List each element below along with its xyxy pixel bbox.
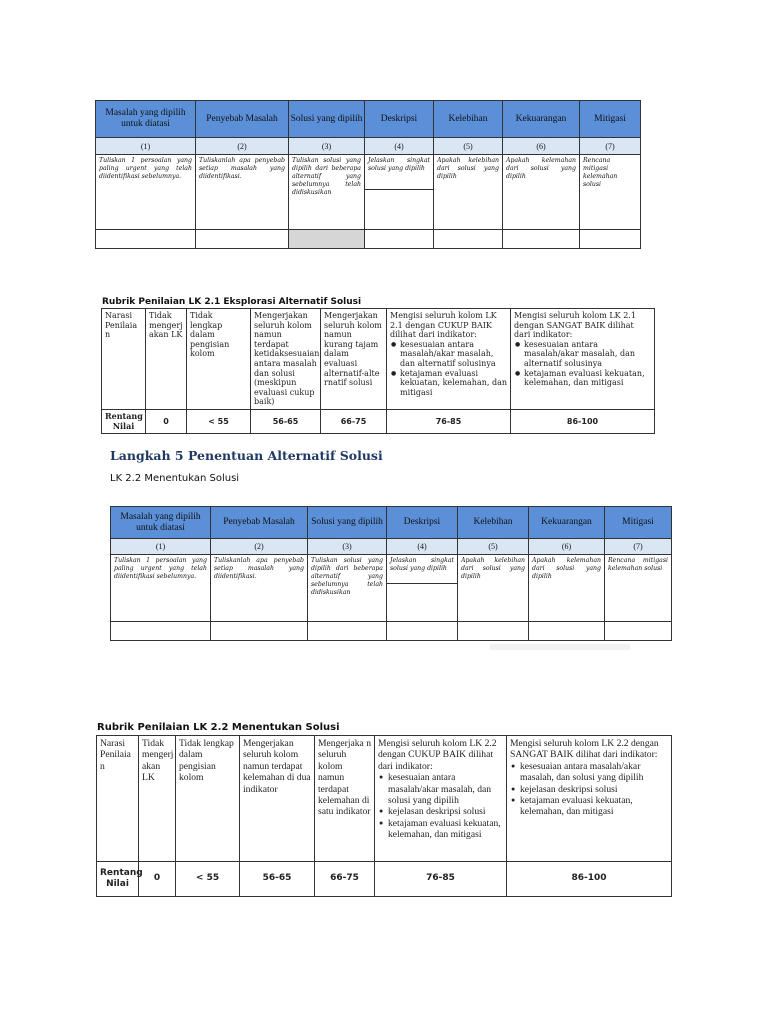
rubric1-criteria: Mengerjakan seluruh kolom namun kurang tajam dalam evaluasi alternatif-alte rnatif solusi: [321, 309, 387, 410]
rubric1-criteria: Mengerjakan seluruh kolom namun terdapat ketidaksesuaian antara masalah dan solusi (meskipun evaluasi cukup baik): [251, 309, 321, 410]
lk21-col-number: (1): [96, 138, 196, 155]
lk22-header-solusi: Solusi yang dipilih: [308, 507, 387, 539]
rubric2-criteria-sangat: [507, 736, 672, 862]
lk21-answer-cell[interactable]: [96, 230, 196, 249]
lk21-header-solusi: Solusi yang dipilih: [289, 101, 365, 138]
lk22-instruction: Apakah kelebihan dari solusi yang dipilih: [458, 555, 529, 622]
lk21-answer-cell[interactable]: [580, 230, 641, 249]
rubric1-criteria-sangat: [511, 309, 655, 410]
rubric2-title: Rubrik Penilaian LK 2.2 Menentukan Solusi: [97, 722, 340, 733]
rubric1-cukup-bullet: ● ketajaman evaluasi kekuatan, kelemahan, dan mitigasi: [400, 369, 507, 398]
rubric2-sangat-bullet: ● kejelasan deskripsi solusi: [520, 784, 668, 795]
lk21-instruction: Apakah kelebihan dari solusi yang dipilih: [434, 155, 503, 230]
lk22-header-kekurangan: Kekuarangan: [529, 507, 605, 539]
lk21-table: [95, 100, 641, 249]
rubric1-score: < 55: [187, 409, 251, 433]
lk22-col-number: (3): [308, 539, 387, 555]
rubric2-cukup-bullet: ● kejelasan deskripsi solusi: [388, 806, 503, 817]
lk22-col-number: (1): [111, 539, 211, 555]
rubric2-criteria: Narasi Penilaia n: [97, 736, 139, 862]
lk22-heading: LK 2.2 Menentukan Solusi: [110, 473, 240, 484]
rubric2-table: [96, 735, 672, 897]
rubric2-cukup-bullet: ● kesesuaian antara masalah/akar masalah, dan solusi yang dipilih: [388, 772, 503, 806]
lk22-header-masalah: Masalah yang dipilih untuk diatasi: [111, 507, 211, 539]
rubric2-score: < 55: [176, 862, 240, 897]
lk21-header-deskripsi: Deskripsi: [365, 101, 434, 138]
lk22-answer-cell[interactable]: [605, 622, 672, 641]
lk22-answer-cell[interactable]: [387, 622, 458, 641]
rubric1-sangat-bullet: ● ketajaman evaluasi kekuatan, kelemahan, dan mitigasi: [524, 369, 651, 388]
lk21-col-number: (5): [434, 138, 503, 155]
lk21-instruction: Tuliskan solusi yang dipilih dari beberapa alternatif yang sebelumnya telah didiskusikan: [289, 155, 365, 230]
lk21-answer-cell[interactable]: [196, 230, 289, 249]
lk22-header-deskripsi: Deskripsi: [387, 507, 458, 539]
lk22-col-number: (4): [387, 539, 458, 555]
lk21-col-number: (7): [580, 138, 641, 155]
lk22-answer-cell[interactable]: [111, 622, 211, 641]
lk22-header-kelebihan: Kelebihan: [458, 507, 529, 539]
rubric1-title: Rubrik Penilaian LK 2.1 Eksplorasi Alternatif Solusi: [102, 297, 362, 307]
lk22-instruction: Rencana mitigasi kelemahan solusi: [605, 555, 672, 622]
rubric2-criteria: Tidak lengkap dalam pengisian kolom: [176, 736, 240, 862]
lk22-col-number: (6): [529, 539, 605, 555]
rubric1-score: 0: [146, 409, 187, 433]
step-heading: Langkah 5 Penentuan Alternatif Solusi: [110, 448, 383, 463]
lk22-answer-cell[interactable]: [529, 622, 605, 641]
rubric1-table: [101, 308, 655, 434]
lk21-answer-cell[interactable]: [289, 230, 365, 249]
lk21-instruction: Rencana mitigasi kelemahan solusi: [580, 155, 641, 230]
lk21-header-kelebihan: Kelebihan: [434, 101, 503, 138]
lk21-instruction: Tuliskan 1 persoalan yang paling urgent yang telah diidentifikasi sebelumnya.: [96, 155, 196, 230]
rubric1-sangat-intro: Mengisi seluruh kolom LK 2.1 dengan SANGAT BAIK dilihat dari indikator:: [514, 311, 636, 340]
lk21-col-number: (4): [365, 138, 434, 155]
rubric1-score: 86-100: [511, 409, 655, 433]
rubric2-score-label: Rentang Nilai: [97, 862, 139, 897]
rubric2-sangat-bullet: ● kesesuaian antara masalah/akar masalah, dan solusi yang dipilih: [520, 761, 668, 784]
rubric2-score: 56-65: [240, 862, 315, 897]
lk21-header-mitigasi: Mitigasi: [580, 101, 641, 138]
lk21-col-number: (2): [196, 138, 289, 155]
rubric1-sangat-bullet: ● kesesuaian antara masalah/akar masalah, dan alternatif solusinya: [524, 340, 651, 369]
rubric1-score: 56-65: [251, 409, 321, 433]
rubric1-score: 66-75: [321, 409, 387, 433]
lk21-answer-cell[interactable]: [434, 230, 503, 249]
lk22-answer-cell[interactable]: [458, 622, 529, 641]
rubric1-criteria: Narasi Penilaia n: [102, 309, 146, 410]
rubric1-score-label: Rentang Nilai: [102, 409, 146, 433]
lk21-header-penyebab: Penyebab Masalah: [196, 101, 289, 138]
rubric1-score: 76-85: [387, 409, 511, 433]
lk21-header-kekurangan: Kekuarangan: [503, 101, 580, 138]
scan-smudge: [490, 644, 630, 650]
rubric2-criteria: Mengerjakan seluruh kolom namun terdapat kelemahan di dua indikator: [240, 736, 315, 862]
rubric2-score: 0: [139, 862, 176, 897]
lk22-col-number: (7): [605, 539, 672, 555]
lk21-header-masalah: Masalah yang dipilih untuk diatasi: [96, 101, 196, 138]
lk21-answer-cell[interactable]: [365, 230, 434, 249]
rubric1-criteria-cukup: [387, 309, 511, 410]
rubric2-sangat-intro: Mengisi seluruh kolom LK 2.2 dengan SANGAT BAIK dilihat dari indikator:: [510, 738, 659, 761]
lk21-col-number: (6): [503, 138, 580, 155]
rubric2-cukup-intro: Mengisi seluruh kolom LK 2.2 dengan CUKUP BAIK dilihat dari indikator:: [378, 738, 497, 772]
lk22-instruction: Tuliskanlah apa penyebab setiap masalah yang diidentifikasi.: [211, 555, 308, 622]
lk21-instruction: Apakah kelemahan dari solusi yang dipilih: [503, 155, 580, 230]
lk22-col-number: (2): [211, 539, 308, 555]
rubric2-score: 66-75: [315, 862, 375, 897]
lk22-instruction: Tuliskan solusi yang dipilih dari beberapa alternatif yang sebelumnya telah didiskusikan: [308, 555, 387, 622]
rubric2-cukup-bullet: ● ketajaman evaluasi kekuatan, kelemahan, dan mitigasi: [388, 818, 503, 841]
lk21-answer-cell[interactable]: [503, 230, 580, 249]
lk21-instruction: Tuliskanlah apa penyebab setiap masalah yang diidentifikasi.: [196, 155, 289, 230]
rubric2-criteria: Mengerjaka n seluruh kolom namun terdapat kelemahan di satu indikator: [315, 736, 375, 862]
lk21-instruction: Jelaskan singkat solusi yang dipilih: [365, 155, 434, 230]
rubric1-cukup-intro: Mengisi seluruh kolom LK 2.1 dengan CUKUP BAIK dilihat dari indikator:: [390, 311, 497, 340]
rubric2-sangat-bullet: ● ketajaman evaluasi kekuatan, kelemahan, dan mitigasi: [520, 795, 668, 818]
rubric2-score: 76-85: [375, 862, 507, 897]
lk22-instruction: Apakah kelemahan dari solusi yang dipilih: [529, 555, 605, 622]
lk22-table: [110, 506, 672, 641]
lk22-answer-cell[interactable]: [211, 622, 308, 641]
lk22-instruction: Tuliskan 1 persoalan yang paling urgent yang telah diidentifikasi sebelumnya.: [111, 555, 211, 622]
rubric1-criteria: Tidak mengerj akan LK: [146, 309, 187, 410]
lk22-answer-cell[interactable]: [308, 622, 387, 641]
rubric2-score: 86-100: [507, 862, 672, 897]
lk21-col-number: (3): [289, 138, 365, 155]
rubric1-cukup-bullet: ● kesesuaian antara masalah/akar masalah, dan alternatif solusinya: [400, 340, 507, 369]
rubric1-criteria: Tidak lengkap dalam pengisian kolom: [187, 309, 251, 410]
lk22-instruction: Jelaskan singkat solusi yang dipilih: [387, 555, 458, 622]
lk22-header-mitigasi: Mitigasi: [605, 507, 672, 539]
rubric2-criteria-cukup: [375, 736, 507, 862]
lk22-header-penyebab: Penyebab Masalah: [211, 507, 308, 539]
lk22-col-number: (5): [458, 539, 529, 555]
rubric2-criteria: Tidak mengerj akan LK: [139, 736, 176, 862]
